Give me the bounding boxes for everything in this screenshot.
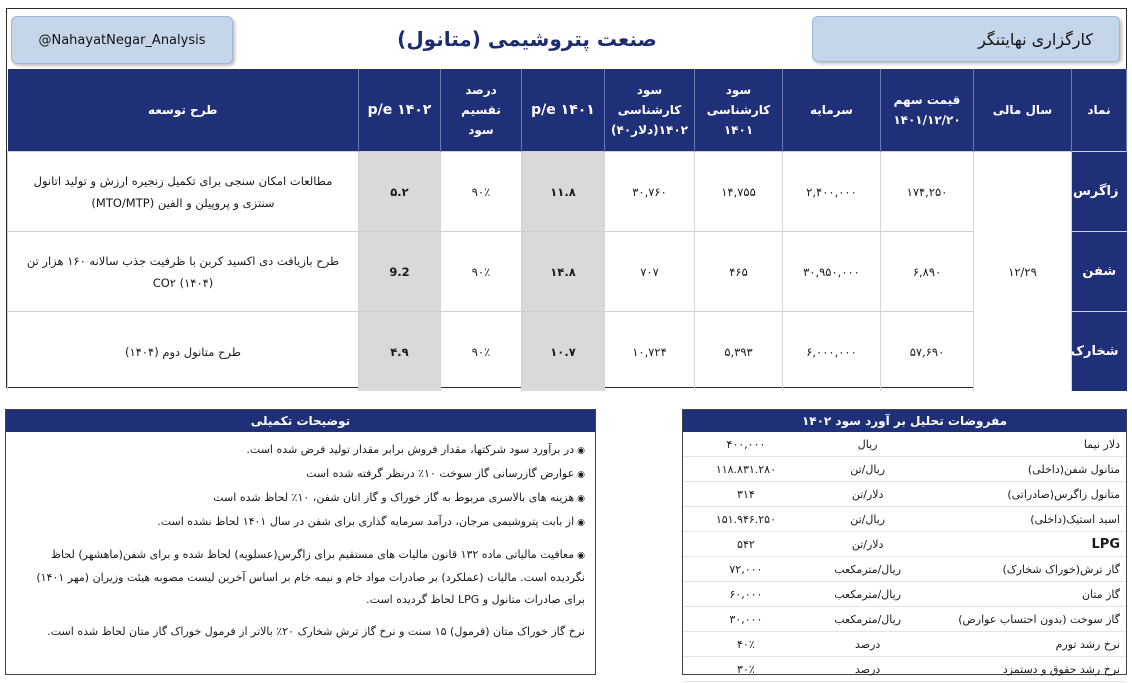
- price-cell: ۶,۸۹۰: [881, 232, 974, 312]
- notes-panel: [5, 409, 596, 675]
- eps1401-cell: ۵,۳۹۳: [695, 312, 783, 392]
- bullet-icon: ◉: [577, 446, 585, 456]
- plan-cell: مطالعات امکان سنجی برای تکمیل زنجیره ارزش و تولید اتانول سنتزی و پروپیلن و الفین (MTO/MTP): [8, 152, 359, 232]
- assumption-row: دلار نیما ریال ۴۰۰,۰۰۰: [683, 432, 1126, 457]
- price-cell: ۵۷,۶۹۰: [881, 312, 974, 392]
- col-plan: طرح توسعه: [8, 69, 359, 152]
- assumption-row: نرخ رشد تورم درصد ۴۰٪: [683, 632, 1126, 657]
- assumption-row: گاز ترش(خوراک شخارک) ریال/مترمکعب ۷۲,۰۰۰: [683, 557, 1126, 582]
- payout-cell: ۹۰٪: [441, 312, 522, 392]
- assumption-row: متانول زاگرس(صادراتی) دلار/تن ۳۱۴: [683, 482, 1126, 507]
- eps1401-cell: ۱۴,۷۵۵: [695, 152, 783, 232]
- col-fiscal-year: سال مالی: [974, 69, 1072, 152]
- symbol-cell: زاگرس: [1072, 152, 1127, 232]
- assumptions-table: [683, 432, 1126, 682]
- page-title: صنعت پتروشیمی (متانول): [397, 27, 657, 51]
- notes-list: [6, 432, 595, 643]
- note-item: ◉عوارض گازرسانی گاز سوخت ۱۰٪ درنظر گرفته شده است: [306, 467, 585, 480]
- assumption-row: LPG دلار/تن ۵۴۲: [683, 532, 1126, 557]
- table-row: [8, 312, 1127, 392]
- capital-cell: ۲,۴۰۰,۰۰۰: [783, 152, 881, 232]
- col-price: قیمت سهم ۱۴۰۱/۱۲/۲۰: [881, 69, 974, 152]
- payout-cell: ۹۰٪: [441, 152, 522, 232]
- assumption-row: گاز سوخت (بدون احتساب عوارض) ریال/مترمکعب ۳۰,۰۰۰: [683, 607, 1126, 632]
- symbol-cell: شفن: [1072, 232, 1127, 312]
- pe1401-cell: ۱۱.۸: [522, 152, 605, 232]
- bullet-icon: ◉: [577, 518, 585, 528]
- table-row: [8, 232, 1127, 312]
- assumption-row: متانول شفن(داخلی) ریال/تن ۱۱۸.۸۳۱.۲۸۰: [683, 457, 1126, 482]
- handle-badge: @NahayatNegar_Analysis: [11, 16, 233, 64]
- main-table-frame: [6, 8, 1127, 388]
- plan-cell: طرح متانول دوم (۱۴۰۴): [8, 312, 359, 392]
- col-eps-1402: سود کارشناسی ۱۴۰۲(دلار۴۰): [605, 69, 695, 152]
- assumptions-title: مفروضات تحلیل بر آورد سود ۱۴۰۲: [683, 410, 1126, 432]
- col-pe-1402: p/e ۱۴۰۲: [359, 69, 441, 152]
- assumption-row: اسید استیک(داخلی) ریال/تن ۱۵۱.۹۴۶.۲۵۰: [683, 507, 1126, 532]
- assumptions-panel: [682, 409, 1127, 675]
- note-item: ◉معافیت مالیاتی ماده ۱۳۲ قانون مالیات های مستقیم برای زاگرس(عسلویه) لحاظ شده و برای شفن(ماهشهر) لحاظ نگردیده است. مالیات (عملکرد) بر صادرات مواد خام و نیمه خام بر اساس آخرین لیست مصوبه هیئت وزیران (مهر ۱۴۰۱) برای صادرات متانول و LPG لحاظ گردیده است.: [36, 548, 585, 606]
- notes-title: توضیحات تکمیلی: [6, 410, 595, 432]
- symbol-cell: شخارک: [1072, 312, 1127, 392]
- capital-cell: ۳۰,۹۵۰,۰۰۰: [783, 232, 881, 312]
- bullet-icon: ◉: [577, 494, 585, 504]
- col-symbol: نماد: [1072, 69, 1127, 152]
- col-pe-1401: p/e ۱۴۰۱: [522, 69, 605, 152]
- assumption-row: نرخ رشد حقوق و دستمزد درصد ۳۰٪: [683, 657, 1126, 682]
- note-item: ◉هزینه های بالاسری مربوط به گاز خوراک و گاز اتان شفن، ۱۰٪ لحاظ شده است: [213, 491, 585, 504]
- brand-badge: کارگزاری نهایتنگر: [812, 16, 1120, 62]
- pe1401-cell: ۱۴.۸: [522, 232, 605, 312]
- note-item: ◉از بابت پتروشیمی مرجان، درآمد سرمایه گذاری برای شفن در سال ۱۴۰۱ لحاظ نشده است.: [157, 515, 585, 528]
- plan-cell: طرح بازیافت دی اکسید کربن با ظرفیت جذب سالانه ۱۶۰ هزار تن CO۲ (۱۴۰۴): [8, 232, 359, 312]
- payout-cell: ۹۰٪: [441, 232, 522, 312]
- bullet-icon: ◉: [577, 551, 585, 561]
- pe1402-cell: ۴.۹: [359, 312, 441, 392]
- eps1401-cell: ۴۶۵: [695, 232, 783, 312]
- table-row: [8, 152, 1127, 232]
- note-item: نرخ گاز خوراک متان (فرمول) ۱۵ سنت و نرخ گاز ترش شخارک ۲۰٪ بالاتر از فرمول خوراک گاز متان لحاظ شده است.: [47, 625, 585, 638]
- fiscal-year-cell: ۱۲/۲۹: [974, 152, 1072, 392]
- note-item: ◉در برآورد سود شرکتها، مقدار فروش برابر مقدار تولید فرض شده است.: [246, 443, 585, 456]
- pe1402-cell: 9.2: [359, 232, 441, 312]
- pe1402-cell: ۵.۲: [359, 152, 441, 232]
- col-capital: سرمایه: [783, 69, 881, 152]
- assumption-row: گاز متان ریال/مترمکعب ۶۰,۰۰۰: [683, 582, 1126, 607]
- capital-cell: ۶,۰۰۰,۰۰۰: [783, 312, 881, 392]
- price-cell: ۱۷۴,۲۵۰: [881, 152, 974, 232]
- valuation-table: [7, 69, 1127, 391]
- eps1402-cell: ۱۰,۷۲۴: [605, 312, 695, 392]
- pe1401-cell: ۱۰.۷: [522, 312, 605, 392]
- eps1402-cell: ۷۰۷: [605, 232, 695, 312]
- eps1402-cell: ۳۰,۷۶۰: [605, 152, 695, 232]
- title-bar: [7, 9, 1126, 69]
- col-eps-1401: سود کارشناسی ۱۴۰۱: [695, 69, 783, 152]
- col-payout: درصد تقسیم سود: [441, 69, 522, 152]
- bullet-icon: ◉: [577, 470, 585, 480]
- table-header-row: [8, 69, 1127, 152]
